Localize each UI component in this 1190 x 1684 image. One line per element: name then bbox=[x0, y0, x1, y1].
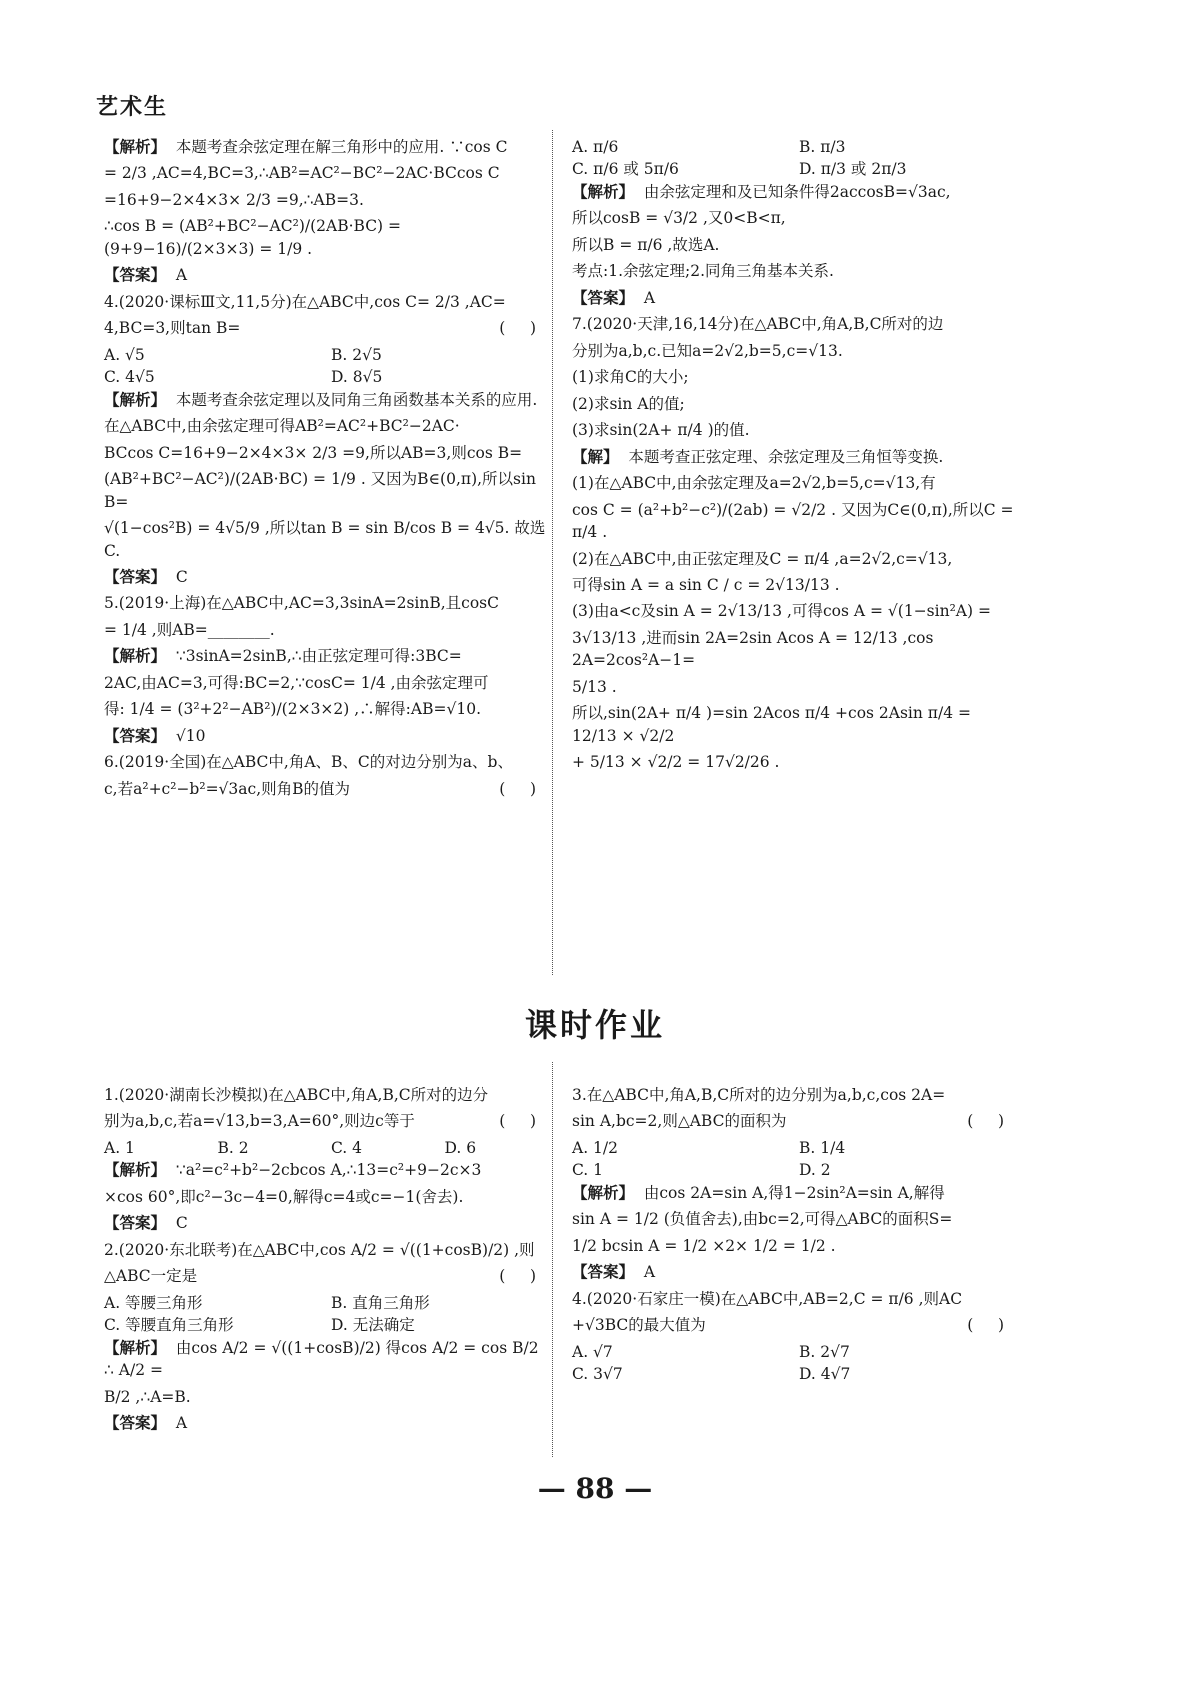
answer-bracket: ( ) bbox=[499, 779, 536, 798]
line-text: 本题考查正弦定理、余弦定理及三角恒等变换. bbox=[628, 447, 944, 466]
text-line bbox=[572, 548, 1016, 570]
answer-options bbox=[104, 366, 548, 388]
section-tag: 【答案】 bbox=[104, 265, 167, 285]
text-line bbox=[572, 181, 1016, 203]
answer-options bbox=[104, 1314, 548, 1336]
section-tag: 【答案】 bbox=[104, 566, 167, 586]
page-header-title: 艺术生 bbox=[96, 95, 169, 120]
answer-options bbox=[572, 1363, 1016, 1385]
answer-options bbox=[104, 344, 548, 366]
answer-option: D. π/3 或 2π/3 bbox=[799, 160, 907, 179]
bottom-left-column bbox=[104, 1084, 548, 1439]
answer-options bbox=[104, 1292, 548, 1314]
text-line bbox=[104, 1239, 548, 1261]
text-line bbox=[572, 499, 1019, 544]
line-text: 本题考查余弦定理以及同角三角函数基本关系的应用. bbox=[175, 390, 538, 409]
text-line bbox=[104, 619, 548, 641]
answer-options bbox=[572, 158, 1016, 180]
text-line bbox=[104, 566, 548, 588]
answer-options bbox=[572, 1341, 1016, 1363]
answer-option: C. π/6 或 5π/6 bbox=[572, 160, 679, 179]
answer-option: B. 2√5 bbox=[331, 345, 382, 364]
column-divider-bottom bbox=[552, 1062, 553, 1457]
text-line bbox=[572, 600, 1016, 622]
line-text: 所以,sin(2A+ π/4 )=sin 2Acos π/4 +cos 2Asin π/4 = 12/13 × √2/2 bbox=[572, 704, 976, 745]
top-left-column bbox=[104, 136, 548, 804]
line-text: (2)求sin A的值; bbox=[572, 394, 685, 413]
line-text: 7.(2020·天津,16,14分)在△ABC中,角A,B,C所对的边 bbox=[572, 315, 944, 334]
text-line bbox=[572, 627, 1016, 672]
text-line bbox=[572, 702, 1016, 747]
text-line bbox=[104, 442, 548, 464]
line-text: 1/2 bcsin A = 1/2 ×2× 1/2 = 1/2 . bbox=[572, 1236, 836, 1255]
line-text: (2)在△ABC中,由正弦定理及C = π/4 ,a=2√2,c=√13, bbox=[572, 549, 953, 568]
text-line bbox=[572, 1288, 1016, 1310]
answer-options bbox=[572, 136, 1016, 158]
answer-option: A. 1 bbox=[104, 1138, 135, 1157]
text-line bbox=[572, 1261, 1016, 1283]
line-text: (1)求角C的大小; bbox=[572, 368, 689, 387]
section-tag: 【答案】 bbox=[104, 1413, 167, 1433]
text-line bbox=[572, 574, 1016, 596]
line-text: 2.(2020·东北联考)在△ABC中,cos A/2 = √((1+cosB)/2) ,则 bbox=[104, 1240, 535, 1259]
text-line bbox=[572, 1182, 1016, 1204]
line-text: C bbox=[175, 567, 188, 586]
line-text: (AB²+BC²−AC²)/(2AB·BC) = 1/9 . 又因为B∈(0,π),所以sin B= bbox=[104, 470, 541, 511]
text-line bbox=[104, 725, 548, 747]
column-divider-top bbox=[552, 130, 553, 975]
line-text: BCcos C=16+9−2×4×3× 2/3 =9,所以AB=3,则cos B= bbox=[104, 443, 523, 462]
section-tag: 【答案】 bbox=[104, 1213, 167, 1233]
text-line bbox=[572, 1084, 1016, 1106]
section-tag: 【解析】 bbox=[572, 181, 635, 201]
text-line bbox=[104, 317, 548, 339]
text-line bbox=[572, 287, 1016, 309]
answer-option: B. 2√7 bbox=[799, 1342, 850, 1361]
text-line bbox=[572, 1208, 1016, 1230]
line-text: 分别为a,b,c.已知a=2√2,b=5,c=√13. bbox=[572, 341, 843, 360]
text-line bbox=[104, 1212, 548, 1234]
answer-option: A. π/6 bbox=[572, 138, 619, 156]
line-text: (3)由a<c及sin A = 2√13/13 ,可得cos A = √(1−sin²A) = bbox=[572, 602, 991, 621]
line-text: 本题考查余弦定理在解三角形中的应用. ∵cos C bbox=[175, 138, 508, 156]
answer-bracket: ( ) bbox=[499, 1267, 536, 1286]
text-line bbox=[572, 1314, 1016, 1336]
text-line bbox=[572, 751, 1016, 773]
answer-option: B. 2 bbox=[217, 1138, 249, 1157]
line-text: 4.(2020·石家庄一模)在△ABC中,AB=2,C = π/6 ,则AC bbox=[572, 1289, 963, 1308]
text-line bbox=[104, 291, 548, 313]
section-tag: 【解析】 bbox=[104, 1337, 167, 1357]
line-text: B/2 ,∴A=B. bbox=[104, 1387, 191, 1406]
line-text: 别为a,b,c,若a=√13,b=3,A=60°,则边c等于 bbox=[104, 1112, 415, 1131]
text-line bbox=[104, 468, 548, 513]
text-line bbox=[104, 1265, 548, 1287]
line-text: (1)在△ABC中,由余弦定理及a=2√2,b=5,c=√13,有 bbox=[572, 474, 936, 493]
line-text: =16+9−2×4×3× 2/3 =9,∴AB=3. bbox=[104, 190, 364, 209]
answer-option: A. √5 bbox=[104, 345, 145, 364]
line-text: 5.(2019·上海)在△ABC中,AC=3,3sinA=2sinB,且cosC bbox=[104, 594, 500, 613]
text-line bbox=[572, 313, 1016, 335]
line-text: A bbox=[175, 266, 188, 285]
answer-options bbox=[104, 1137, 548, 1159]
answer-option: B. π/3 bbox=[799, 138, 846, 156]
text-line bbox=[572, 234, 1016, 256]
text-line bbox=[572, 446, 1016, 468]
line-text: = 2/3 ,AC=4,BC=3,∴AB²=AC²−BC²−2AC·BCcos C bbox=[104, 164, 500, 183]
line-text: = 1/4 ,则AB=________. bbox=[104, 620, 275, 639]
line-text: ∴cos B = (AB²+BC²−AC²)/(2AB·BC) = (9+9−16)/(2×3×3) = 1/9 . bbox=[104, 217, 406, 258]
section-tag: 【解析】 bbox=[104, 646, 167, 666]
answer-options bbox=[572, 1159, 1016, 1181]
text-line bbox=[572, 260, 1016, 282]
section-tag: 【答案】 bbox=[572, 1262, 635, 1282]
line-text: 2AC,由AC=3,可得:BC=2,∵cosC= 1/4 ,由余弦定理可 bbox=[104, 673, 489, 692]
answer-option: B. 直角三角形 bbox=[331, 1293, 430, 1312]
line-text: sin A,bc=2,则△ABC的面积为 bbox=[572, 1112, 787, 1131]
line-text: 6.(2019·全国)在△ABC中,角A、B、C的对边分别为a、b、 bbox=[104, 753, 513, 772]
text-line bbox=[104, 215, 548, 260]
line-text: ∵3sinA=2sinB,∴由正弦定理可得:3BC= bbox=[175, 647, 462, 666]
answer-option: D. 4√7 bbox=[799, 1365, 851, 1384]
bottom-right-column bbox=[572, 1084, 1016, 1386]
line-text: c,若a²+c²−b²=√3ac,则角B的值为 bbox=[104, 779, 351, 798]
line-text: 1.(2020·湖南长沙模拟)在△ABC中,角A,B,C所对的边分 bbox=[104, 1086, 489, 1104]
section-tag: 【答案】 bbox=[104, 725, 167, 745]
answer-bracket: ( ) bbox=[967, 1316, 1004, 1335]
line-text: A bbox=[175, 1414, 188, 1433]
answer-options bbox=[572, 1137, 1016, 1159]
line-text: +√3BC的最大值为 bbox=[572, 1316, 706, 1335]
line-text: (3)求sin(2A+ π/4 )的值. bbox=[572, 421, 750, 440]
top-right-column bbox=[572, 136, 1019, 778]
text-line bbox=[104, 1412, 548, 1434]
line-text: A bbox=[643, 288, 656, 307]
answer-option: D. 无法确定 bbox=[331, 1316, 415, 1335]
text-line bbox=[104, 672, 548, 694]
line-text: + 5/13 × √2/2 = 17√2/26 . bbox=[572, 753, 780, 772]
line-text: √(1−cos²B) = 4√5/9 ,所以tan B = sin B/cos B = 4√5. 故选C. bbox=[104, 519, 546, 560]
line-text: C bbox=[175, 1214, 188, 1233]
section-tag: 【解】 bbox=[572, 446, 619, 466]
text-line bbox=[104, 778, 548, 800]
line-text: 5/13 . bbox=[572, 677, 617, 696]
text-line bbox=[572, 472, 1016, 494]
answer-option: D. 2 bbox=[799, 1161, 831, 1180]
answer-option: C. 4 bbox=[331, 1138, 363, 1157]
line-text: ×cos 60°,即c²−3c−4=0,解得c=4或c=−1(舍去). bbox=[104, 1187, 464, 1206]
text-line bbox=[104, 698, 548, 720]
answer-option: C. 3√7 bbox=[572, 1365, 623, 1384]
text-line bbox=[104, 136, 548, 158]
line-text: cos C = (a²+b²−c²)/(2ab) = √2/2 . 又因为C∈(0,π),所以C = π/4 . bbox=[572, 500, 1019, 542]
text-line bbox=[572, 419, 1016, 441]
page-number: — 88 — bbox=[537, 1472, 653, 1505]
text-line bbox=[104, 1186, 548, 1208]
text-line bbox=[104, 1110, 548, 1132]
text-line bbox=[104, 162, 548, 184]
text-line bbox=[104, 751, 548, 773]
line-text: sin A = 1/2 (负值舍去),由bc=2,可得△ABC的面积S= bbox=[572, 1210, 953, 1229]
line-text: 4,BC=3,则tan B= bbox=[104, 319, 241, 338]
text-line bbox=[104, 264, 548, 286]
line-text: 所以B = π/6 ,故选A. bbox=[572, 235, 720, 254]
line-text: 由cos A/2 = √((1+cosB)/2) 得cos A/2 = cos B/2 ∴ A/2 = bbox=[104, 1338, 544, 1380]
answer-option: A. √7 bbox=[572, 1342, 613, 1361]
line-text: 3√13/13 ,进而sin 2A=2sin Acos A = 12/13 ,cos 2A=2cos²A−1= bbox=[572, 628, 939, 670]
text-line bbox=[104, 592, 548, 614]
line-text: 由余弦定理和及已知条件得2accosB=√3ac, bbox=[643, 182, 951, 201]
text-line bbox=[572, 340, 1016, 362]
section-tag: 【答案】 bbox=[572, 287, 635, 307]
answer-option: C. 1 bbox=[572, 1161, 604, 1180]
answer-option: B. 1/4 bbox=[799, 1138, 846, 1157]
line-text: 考点:1.余弦定理;2.同角三角基本关系. bbox=[572, 262, 834, 281]
text-line bbox=[572, 366, 1016, 388]
section-tag: 【解析】 bbox=[104, 137, 167, 156]
line-text: 所以cosB = √3/2 ,又0<B<π, bbox=[572, 209, 786, 228]
text-line bbox=[572, 676, 1016, 698]
line-text: 由cos 2A=sin A,得1−2sin²A=sin A,解得 bbox=[643, 1183, 945, 1202]
text-line bbox=[104, 1337, 548, 1382]
text-line bbox=[572, 1235, 1016, 1257]
line-text: 在△ABC中,由余弦定理可得AB²=AC²+BC²−2AC· bbox=[104, 417, 460, 436]
text-line bbox=[104, 189, 548, 211]
text-line bbox=[572, 1110, 1016, 1132]
answer-bracket: ( ) bbox=[499, 1112, 536, 1131]
text-line bbox=[104, 517, 548, 562]
line-text: △ABC一定是 bbox=[104, 1267, 198, 1286]
line-text: ∵a²=c²+b²−2cbcos A,∴13=c²+9−2c×3 bbox=[175, 1161, 482, 1180]
section-title: 课时作业 bbox=[524, 1006, 665, 1044]
section-tag: 【解析】 bbox=[104, 1160, 167, 1180]
line-text: 可得sin A = a sin C / c = 2√13/13 . bbox=[572, 575, 840, 594]
text-line bbox=[104, 389, 548, 411]
line-text: A bbox=[643, 1263, 656, 1282]
text-line bbox=[104, 415, 548, 437]
line-text: 得: 1/4 = (3²+2²−AB²)/(2×3×2) ,∴解得:AB=√10. bbox=[104, 700, 482, 719]
text-line bbox=[104, 1084, 548, 1106]
answer-option: D. 8√5 bbox=[331, 368, 383, 387]
answer-option: C. 等腰直角三角形 bbox=[104, 1316, 234, 1335]
answer-bracket: ( ) bbox=[967, 1112, 1004, 1131]
answer-bracket: ( ) bbox=[499, 319, 536, 338]
line-text: 3.在△ABC中,角A,B,C所对的边分别为a,b,c,cos 2A= bbox=[572, 1086, 946, 1104]
text-line bbox=[104, 645, 548, 667]
text-line bbox=[104, 1386, 548, 1408]
line-text: 4.(2020·课标Ⅲ文,11,5分)在△ABC中,cos C= 2/3 ,AC= bbox=[104, 292, 506, 311]
answer-option: C. 4√5 bbox=[104, 368, 155, 387]
answer-option: A. 1/2 bbox=[572, 1138, 618, 1157]
text-line bbox=[104, 1159, 548, 1181]
answer-option: D. 6 bbox=[444, 1138, 477, 1157]
line-text: √10 bbox=[175, 726, 206, 745]
section-tag: 【解析】 bbox=[572, 1182, 635, 1202]
text-line bbox=[572, 393, 1016, 415]
section-tag: 【解析】 bbox=[104, 389, 167, 409]
text-line bbox=[572, 207, 1016, 229]
answer-option: A. 等腰三角形 bbox=[104, 1293, 203, 1312]
